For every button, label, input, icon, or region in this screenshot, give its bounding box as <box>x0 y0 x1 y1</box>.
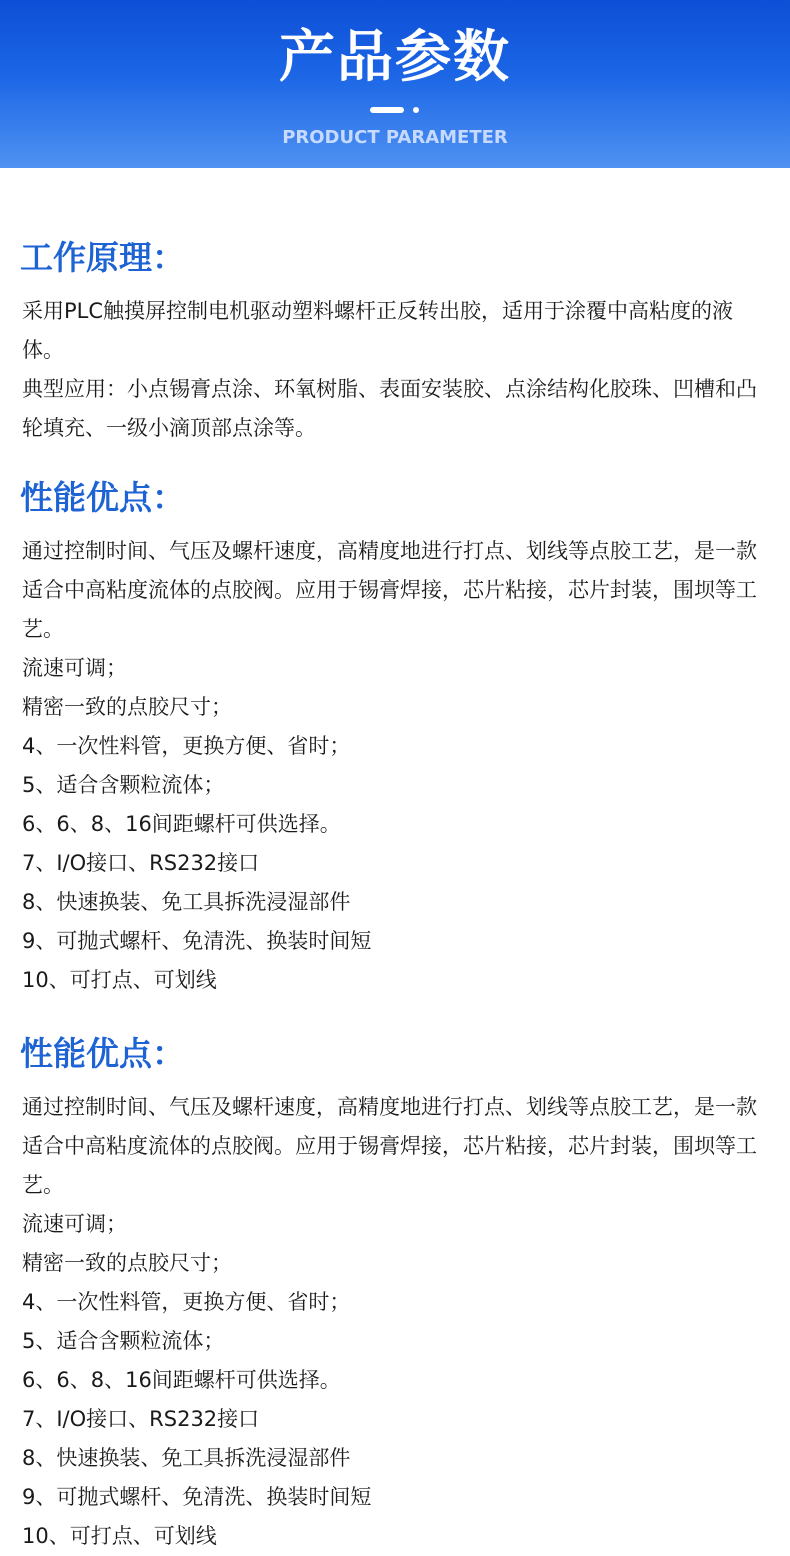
list-item: 8、快速换装、免工具拆洗浸湿部件 <box>22 1446 351 1470</box>
list-item: 精密一致的点胶尺寸； <box>22 1251 232 1275</box>
list-item: 5、适合含颗粒流体； <box>22 773 225 797</box>
typical-application-paragraph: 典型应用：小点锡膏点涂、环氧树脂、表面安装胶、点涂结构化胶珠、凹槽和凸轮填充、一级小滴顶部点涂等。 <box>22 377 757 440</box>
list-item: 6、6、8、16间距螺杆可供选择。 <box>22 1368 341 1392</box>
section-heading-advantages: 性能优点： <box>20 478 185 517</box>
advantages-intro-repeat: 通过控制时间、气压及螺杆速度，高精度地进行打点、划线等点胶工艺，是一款适合中高粘度流体的点胶阀。应用于锡膏焊接，芯片粘接，芯片封装，围坝等工艺。 <box>22 1095 757 1197</box>
title-divider <box>370 106 422 114</box>
list-item: 10、可打点、可划线 <box>22 968 217 992</box>
page-subtitle: PRODUCT PARAMETER <box>282 127 508 148</box>
list-item: 8、快速换装、免工具拆洗浸湿部件 <box>22 890 351 914</box>
header-banner <box>0 0 790 168</box>
list-item: 精密一致的点胶尺寸； <box>22 695 232 719</box>
advantages-intro: 通过控制时间、气压及螺杆速度，高精度地进行打点、划线等点胶工艺，是一款适合中高粘度流体的点胶阀。应用于锡膏焊接，芯片粘接，芯片封装，围坝等工艺。 <box>22 539 757 641</box>
divider-bar <box>370 107 404 113</box>
list-item: 10、可打点、可划线 <box>22 1524 217 1548</box>
list-item: 流速可调； <box>22 1212 127 1236</box>
section-heading-working-principle: 工作原理： <box>20 238 185 277</box>
working-principle-paragraph: 采用PLC触摸屏控制电机驱动塑料螺杆正反转出胶，适用于涂覆中高粘度的液体。 <box>22 299 734 362</box>
list-item: 7、I/O接口、RS232接口 <box>22 851 260 875</box>
list-item: 7、I/O接口、RS232接口 <box>22 1407 260 1431</box>
list-item: 6、6、8、16间距螺杆可供选择。 <box>22 812 341 836</box>
list-item: 4、一次性料管，更换方便、省时； <box>22 734 351 758</box>
section-heading-advantages-repeat: 性能优点： <box>20 1034 185 1073</box>
list-item: 5、适合含颗粒流体； <box>22 1329 225 1353</box>
list-item: 流速可调； <box>22 656 127 680</box>
list-item: 9、可抛式螺杆、免清洗、换装时间短 <box>22 929 372 953</box>
page-title: 产品参数 <box>279 25 511 90</box>
list-item: 4、一次性料管，更换方便、省时； <box>22 1290 351 1314</box>
list-item: 9、可抛式螺杆、免清洗、换装时间短 <box>22 1485 372 1509</box>
divider-dot <box>413 107 419 113</box>
